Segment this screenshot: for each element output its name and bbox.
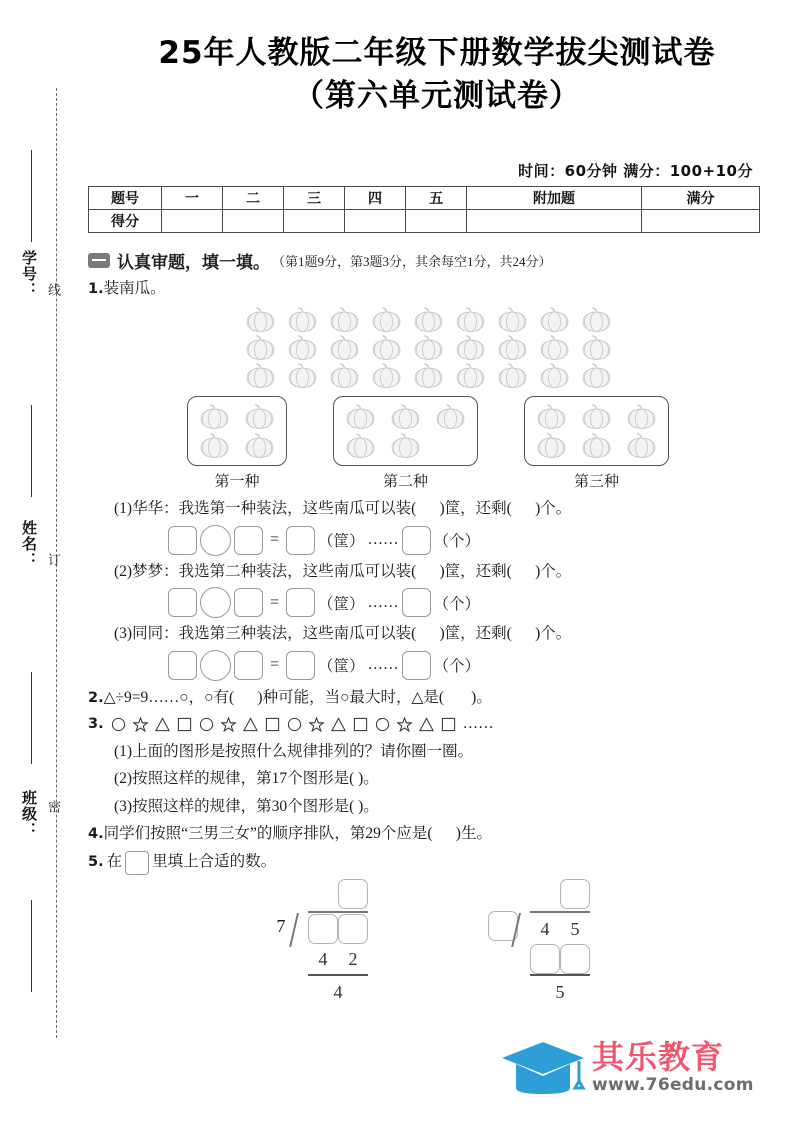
pumpkin-grid-row <box>244 362 613 389</box>
q1-eq3-remainder-box[interactable] <box>402 651 431 680</box>
score-cell-total[interactable] <box>642 210 760 233</box>
q1-eq2-unit-piece: （个） <box>433 595 481 613</box>
q1-p3-b: )筐，还剩( <box>439 625 512 643</box>
q1-eq2-operator-circle[interactable] <box>200 587 231 618</box>
pumpkin-icon <box>198 432 231 459</box>
q1-eq3-quotient-box[interactable] <box>286 651 315 680</box>
basket-pumpkin-row <box>198 432 276 459</box>
basket-label-1: 第一种 <box>214 474 260 491</box>
pumpkin-icon <box>328 362 361 389</box>
division-2-remainder-value: 5 <box>555 981 565 1002</box>
basket-box-2 <box>333 396 478 466</box>
question-2 <box>88 687 768 709</box>
triangle-icon <box>331 717 346 732</box>
pumpkin-icon <box>389 432 422 459</box>
pumpkin-icon <box>244 362 277 389</box>
q1-p3-tag: (3) <box>114 625 133 643</box>
score-col-bonus: 附加题 <box>467 187 642 210</box>
section-title: 认真审题，填一填。 <box>117 253 270 272</box>
q1-eq2-divisor-box[interactable] <box>234 588 263 617</box>
pumpkin-icon <box>434 403 467 430</box>
q1-eq3-operand-box[interactable] <box>168 651 197 680</box>
q1-p1-b: )筐，还剩( <box>439 500 512 518</box>
q1-eq1-quotient-box[interactable] <box>286 526 315 555</box>
q1-equation-1 <box>88 525 768 556</box>
pumpkin-grid-row <box>244 334 613 361</box>
circle-icon <box>287 717 302 732</box>
logo-name: 其乐教育 <box>592 1037 725 1076</box>
division-2-remainder <box>530 974 590 1007</box>
pumpkin-icon <box>286 334 319 361</box>
division-2-dividend-digit-0: 4 <box>540 918 550 939</box>
exam-meta: 时间：60分钟 满分：100+10分 <box>518 162 753 180</box>
square-icon <box>177 717 192 732</box>
q1-p1-a: 华华：我选第一种装法，这些南瓜可以装( <box>132 500 417 518</box>
q1-p2-c: )个。 <box>535 562 572 580</box>
score-cell-bonus[interactable] <box>467 210 642 233</box>
q1-p3-blank-2[interactable] <box>512 625 535 642</box>
basket-row <box>88 396 768 491</box>
q1-eq1-unit-piece: （个） <box>433 533 481 551</box>
q5-inline-box[interactable] <box>125 851 149 875</box>
score-table <box>88 186 760 233</box>
logo-url: www.76edu.com <box>592 1074 754 1095</box>
question-1-part-3 <box>88 623 768 645</box>
question-1-part-1 <box>88 498 768 520</box>
q1-eq2-dots: …… <box>367 593 399 611</box>
score-cell-5[interactable] <box>406 210 467 233</box>
q2-text-b: )种可能，当○最大时，△是( <box>257 688 445 706</box>
pumpkin-icon <box>538 306 571 333</box>
division-dividend-row <box>266 911 368 944</box>
pumpkin-icon <box>580 306 613 333</box>
basket-pumpkin-row <box>535 403 658 430</box>
q1-eq3-unit-piece: （个） <box>433 658 481 676</box>
basket-label-3: 第三种 <box>573 474 619 491</box>
pumpkin-icon <box>286 362 319 389</box>
q4-text-b: )生。 <box>455 825 492 843</box>
q1-eq1-equals: = <box>270 531 280 549</box>
pumpkin-icon <box>286 306 319 333</box>
division-subtrahend-row <box>530 944 590 974</box>
question-3-part-2[interactable]: (2)按照这样的规律，第17个图形是( )。 <box>114 770 379 788</box>
pumpkin-icon <box>538 334 571 361</box>
q1-eq1-unit-basket: （筐） <box>318 533 365 551</box>
logo-text-block <box>592 1037 754 1095</box>
class-label: 班级： <box>20 790 36 838</box>
square-icon <box>353 717 368 732</box>
question-3-pattern <box>88 713 768 735</box>
graduation-cap-icon <box>500 1036 586 1098</box>
division-quotient-row <box>530 879 590 911</box>
q1-eq3-divisor-box[interactable] <box>234 651 263 680</box>
q1-equation-2 <box>88 587 768 618</box>
division-1-subtrahend-digit-1: 2 <box>348 948 358 969</box>
square-icon <box>265 717 280 732</box>
score-col-4: 四 <box>345 187 406 210</box>
division-2-quotient-box-0[interactable] <box>560 879 590 909</box>
basket-pumpkin-row <box>344 432 467 459</box>
circle-icon <box>375 717 390 732</box>
q1-equation-3 <box>88 650 768 681</box>
division-1-quotient-box-0[interactable] <box>338 879 368 909</box>
pattern-tail: …… <box>462 715 494 733</box>
q2-text-c: )。 <box>471 688 492 706</box>
division-dividend-row <box>488 911 590 944</box>
seal-char-seal: 密 <box>46 800 61 815</box>
table-row-score <box>89 210 760 233</box>
basket-option-1 <box>187 396 287 491</box>
square-icon <box>441 717 456 732</box>
pumpkin-icon <box>454 306 487 333</box>
long-division-area <box>88 879 768 1007</box>
q1-p2-blank-2[interactable] <box>512 563 535 580</box>
q1-eq3-dots: …… <box>367 656 399 674</box>
field-rule-1 <box>31 150 32 242</box>
pumpkin-icon <box>535 403 568 430</box>
pumpkin-icon <box>538 362 571 389</box>
pumpkin-icon <box>198 403 231 430</box>
triangle-icon <box>419 717 434 732</box>
division-subtrahend-row <box>308 944 368 974</box>
q1-p1-tag: (1) <box>114 500 133 518</box>
q1-p3-c: )个。 <box>535 625 572 643</box>
question-3-number: 3. <box>88 716 104 733</box>
student-name-label: 姓名： <box>20 520 36 568</box>
pumpkin-icon <box>370 306 403 333</box>
site-logo <box>500 1036 754 1098</box>
question-5 <box>88 851 768 875</box>
star-icon <box>221 717 236 732</box>
division-bracket-icon <box>296 911 308 944</box>
pumpkin-icon <box>535 432 568 459</box>
q2-blank-1[interactable] <box>234 689 257 706</box>
star-icon <box>397 717 412 732</box>
pumpkin-icon <box>496 362 529 389</box>
pumpkin-icon <box>243 403 276 430</box>
triangle-icon <box>155 717 170 732</box>
q4-blank[interactable] <box>433 825 456 842</box>
division-dividend <box>530 911 590 944</box>
long-division-1 <box>266 879 368 1007</box>
pumpkin-icon <box>496 306 529 333</box>
section-heading-one <box>88 248 768 273</box>
pumpkin-icon <box>625 403 658 430</box>
q4-text-a: 同学们按照“三男三女”的顺序排队，第29个应是( <box>103 825 433 843</box>
score-cell-1[interactable] <box>162 210 223 233</box>
q1-p1-c: )个。 <box>535 500 572 518</box>
q1-p2-b: )筐，还剩( <box>439 562 512 580</box>
q2-blank-2[interactable] <box>444 689 471 706</box>
circle-icon <box>199 717 214 732</box>
pumpkin-icon <box>412 306 445 333</box>
score-cell-3[interactable] <box>284 210 345 233</box>
pattern-sequence <box>111 717 456 732</box>
pumpkin-icon <box>454 362 487 389</box>
pumpkin-icon <box>412 334 445 361</box>
q1-eq2-equals: = <box>270 593 280 611</box>
question-2-number: 2. <box>88 689 104 706</box>
score-col-3: 三 <box>284 187 345 210</box>
score-cell-4[interactable] <box>345 210 406 233</box>
q1-p3-a: 同同：我选第三种装法，这些南瓜可以装( <box>132 625 417 643</box>
seal-char-bind: 订 <box>46 553 61 568</box>
pumpkin-icon <box>496 334 529 361</box>
question-1-number: 1. <box>88 281 104 297</box>
worksheet-content <box>88 248 768 1007</box>
pumpkin-icon <box>344 403 377 430</box>
q1-p2-blank-1[interactable] <box>416 563 439 580</box>
seal-char-line: 线 <box>46 283 61 298</box>
score-col-2: 二 <box>223 187 284 210</box>
q1-eq2-quotient-box[interactable] <box>286 588 315 617</box>
pumpkin-icon <box>244 334 277 361</box>
basket-label-2: 第二种 <box>382 474 428 491</box>
q1-eq1-remainder-box[interactable] <box>402 526 431 555</box>
division-1-remainder <box>308 974 368 1007</box>
basket-option-2 <box>333 396 478 491</box>
basket-pumpkin-row <box>198 403 276 430</box>
score-cell-2[interactable] <box>223 210 284 233</box>
division-1-subtrahend-digit-0: 4 <box>318 948 328 969</box>
question-5-number: 5. <box>88 854 104 871</box>
field-rule-4 <box>31 900 32 992</box>
pumpkin-grid-row <box>244 306 613 333</box>
division-1-dividend-box-1[interactable] <box>338 914 368 944</box>
table-row-header <box>89 187 760 210</box>
title-line-1: 25年人教版二年级下册数学拔尖测试卷 <box>158 35 716 71</box>
question-1-part-2 <box>88 561 768 583</box>
pumpkin-icon <box>625 432 658 459</box>
left-margin-strip <box>0 0 92 1122</box>
q1-p1-blank-1[interactable] <box>416 500 439 517</box>
division-1-dividend-box-0[interactable] <box>308 914 338 944</box>
question-1-text: 装南瓜。 <box>103 280 166 297</box>
question-3 <box>88 713 768 735</box>
pumpkin-icon <box>244 306 277 333</box>
score-row-label-score: 得分 <box>89 210 162 233</box>
q1-eq3-operator-circle[interactable] <box>200 650 231 681</box>
pumpkin-icon <box>243 432 276 459</box>
division-1-divisor: 7 <box>276 915 286 936</box>
basket-pumpkin-row <box>344 403 467 430</box>
q1-p2-a: 梦梦：我选第二种装法，这些南瓜可以装( <box>132 562 417 580</box>
q5-text-b: 里填上合适的数。 <box>152 853 277 871</box>
q1-p2-tag: (2) <box>114 562 133 580</box>
triangle-icon <box>243 717 258 732</box>
division-1-remainder-value: 4 <box>333 981 343 1002</box>
q1-eq1-divisor-box[interactable] <box>234 526 263 555</box>
student-id-label: 学号： <box>20 250 36 298</box>
division-2-subtrahend-box-1[interactable] <box>560 944 590 974</box>
question-4 <box>88 823 768 845</box>
q1-eq2-unit-basket: （筐） <box>318 595 365 613</box>
q1-p1-blank-2[interactable] <box>512 500 535 517</box>
basket-box-1 <box>187 396 287 466</box>
basket-box-3 <box>524 396 669 466</box>
q1-eq2-operand-box[interactable] <box>168 588 197 617</box>
question-3-part-1: (1)上面的图形是按照什么规律排列的？请你圈一圈。 <box>114 742 474 760</box>
score-col-1: 一 <box>162 187 223 210</box>
long-division-2 <box>488 879 590 1007</box>
section-number-badge-icon <box>88 253 110 268</box>
circle-icon <box>111 717 126 732</box>
pumpkin-icon <box>370 334 403 361</box>
pumpkin-icon <box>389 403 422 430</box>
score-col-5: 五 <box>406 187 467 210</box>
pumpkin-icon <box>328 334 361 361</box>
pumpkin-icon <box>370 362 403 389</box>
question-1-stem <box>88 278 768 300</box>
pumpkin-grid <box>88 306 768 389</box>
q1-eq2-remainder-box[interactable] <box>402 588 431 617</box>
q1-eq3-equals: = <box>270 656 280 674</box>
q5-text-a: 在 <box>106 853 123 871</box>
division-2-subtrahend-box-0[interactable] <box>530 944 560 974</box>
pumpkin-icon <box>328 306 361 333</box>
question-3-part-3[interactable]: (3)按照这样的规律，第30个图形是( )。 <box>114 797 379 815</box>
q1-eq1-operator-circle[interactable] <box>200 525 231 556</box>
division-quotient-row <box>308 879 368 911</box>
q1-eq3-unit-basket: （筐） <box>318 658 365 676</box>
score-col-total: 满分 <box>642 187 760 210</box>
pumpkin-icon <box>412 362 445 389</box>
page-title <box>92 34 782 116</box>
pumpkin-icon <box>344 432 377 459</box>
star-icon <box>309 717 324 732</box>
pumpkin-icon <box>580 362 613 389</box>
q1-eq1-dots: …… <box>367 531 399 549</box>
q2-text-a: △÷9=9……○，○有( <box>103 688 235 706</box>
score-row-label-number: 题号 <box>89 187 162 210</box>
pumpkin-icon <box>454 334 487 361</box>
question-4-number: 4. <box>88 826 104 843</box>
field-rule-2 <box>31 405 32 497</box>
pumpkin-icon <box>580 334 613 361</box>
basket-spacer-1 <box>287 396 333 491</box>
title-line-2: （第六单元测试卷） <box>293 77 581 114</box>
division-bracket-icon <box>518 911 530 944</box>
division-2-dividend-digit-1: 5 <box>570 918 580 939</box>
basket-pumpkin-row <box>535 432 658 459</box>
section-note: （第1题9分，第3题3分，其余每空1分，共24分） <box>272 254 552 269</box>
basket-option-3 <box>524 396 669 491</box>
pumpkin-icon <box>580 403 613 430</box>
q1-p3-blank-1[interactable] <box>416 625 439 642</box>
field-rule-3 <box>31 672 32 764</box>
division-dividend <box>308 911 368 944</box>
basket-spacer-2 <box>478 396 524 491</box>
q1-eq1-operand-box[interactable] <box>168 526 197 555</box>
pumpkin-icon <box>580 432 613 459</box>
star-icon <box>133 717 148 732</box>
